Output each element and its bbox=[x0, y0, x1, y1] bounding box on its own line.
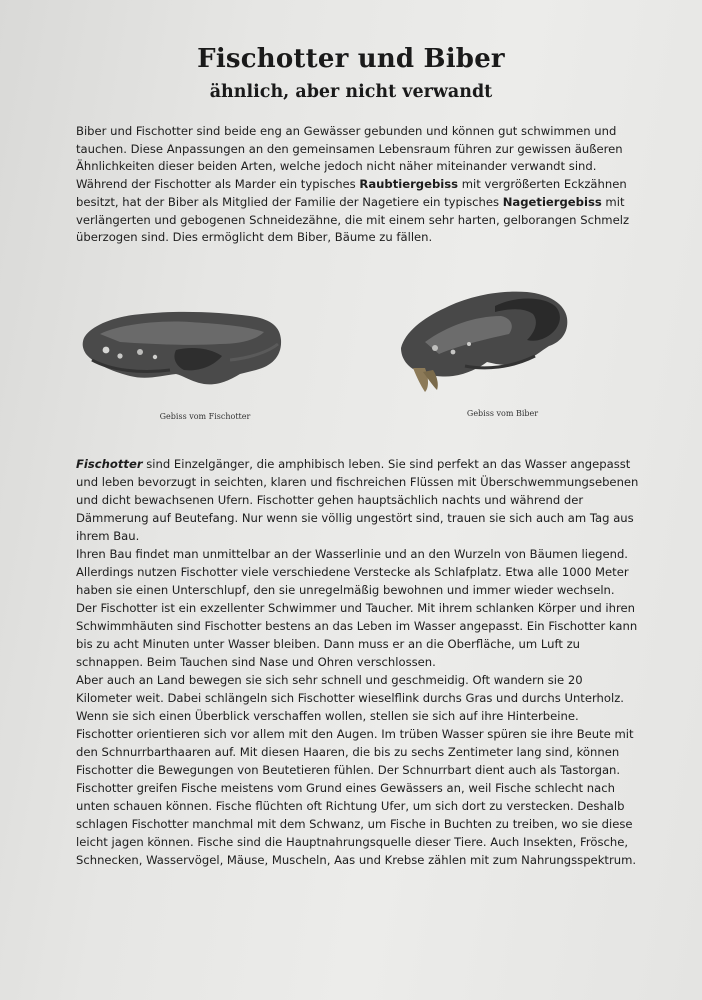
body-paragraph-3: Der Fischotter ist ein exzellenter Schwimmer und Taucher. Mit ihrem schlanken Körper und ihren Schwimmhäuten sind Fischotter bestens an das Leben im Wasser angepasst. Ein Fischotter kann bis zu acht Minuten unter Wasser bleiben. Dann muss er an die Oberfläche, um Luft zu schnappen. Beim Tauchen sind Nase und Ohren verschlossen. bbox=[76, 601, 638, 669]
intro-text-run: mit verlängerten und gebogenen Schneidezähne, die mit einem sehr harten, gelborangen Schmelz überzogen sind. Dies ermöglicht dem Biber, Bäume zu fällen. bbox=[76, 194, 630, 245]
intro-text-run: Während der Fischotter als Marder ein typisches bbox=[76, 177, 360, 192]
intro-paragraph-2 bbox=[76, 176, 636, 247]
body-paragraph-2: Ihren Bau findet man unmittelbar an der Wasserlinie und an den Wurzeln von Bäumen liegend. Allerdings nutzen Fischotter viele verschiedene Verstecke als Schlafplatz. Etwa alle 1000 Meter haben sie einen Unterschlupf, den sie unregelmäßig bewohnen und immer wieder wechseln. bbox=[76, 547, 629, 597]
keyword-nagetiergebiss: Nagetiergebiss bbox=[502, 194, 602, 209]
main-text bbox=[76, 455, 642, 869]
body-paragraph-4: Aber auch an Land bewegen sie sich sehr schnell und geschmeidig. Oft wandern sie 20 Kilometer weit. Dabei schlängeln sich Fischotter wieselflink durchs Gras und durchs Unterholz. Wenn sie sich einen Überblick verschaffen wollen, stellen sie sich auf ihre Hinterbeine. bbox=[76, 673, 624, 723]
body-paragraph-6: Fischotter greifen Fische meistens vom Grund eines Gewässers an, weil Fische schlecht nach unten schauen können. Fische flüchten oft Richtung Ufer, um sich dort zu verstecken. Deshalb schlagen Fischotter manchmal mit dem Schwanz, um Fische in Buchten zu treiben, wo sie diese leicht jagen können. Fische sind die Hauptnahrungsquelle dieser Tiere. Auch Insekten, Frösche, Schnecken, Wasservögel, Mäuse, Muscheln, Aas und Krebse zählen mit zum Nahrungsspektrum. bbox=[76, 781, 637, 867]
lead-word-fischotter: Fischotter bbox=[76, 457, 143, 471]
otter-skull-image bbox=[80, 300, 285, 392]
body-paragraph-1 bbox=[76, 455, 642, 545]
intro-text-run: mit vergrößerten Eckzähnen besitzt, hat der Biber als Mitglied der Familie der Nagetiere ein typisches bbox=[76, 177, 627, 209]
page-subtitle: ähnlich, aber nicht verwandt bbox=[209, 82, 493, 102]
body-text-run: sind Einzelgänger, die amphibisch leben. Sie sind perfekt an das Wasser angepasst und leben bevorzugt in seichten, klaren und fischreichen Flüssen mit Überschwemmungsebenen und dicht bewachsenen Ufern. Fischotter gehen hauptsächlich nachts und während der Dämmerung auf Beutefang. Nur wenn sie völlig ungestört sind, trauen sie sich auch am Tag aus ihrem Bau. bbox=[76, 457, 639, 543]
keyword-raubtiergebiss: Raubtiergebiss bbox=[359, 177, 459, 192]
page-title: Fischotter und Biber bbox=[197, 44, 505, 74]
intro-paragraph-1: Biber und Fischotter sind beide eng an Gewässer gebunden und können gut schwimmen und tauchen. Diese Anpassungen an den gemeinsamen Lebensraum führen zur gewissen äußeren Ähnlichkeiten dieser beiden Arten, welche jedoch nicht näher miteinander verwandt sind. bbox=[76, 124, 623, 174]
beaver-skull-caption: Gebiss vom Biber bbox=[466, 409, 539, 418]
body-paragraph-5: Fischotter orientieren sich vor allem mit den Augen. Im trüben Wasser spüren sie ihre Beute mit den Schnurrbarthaaren auf. Mit diesen Haaren, die bis zu sechs Zentimeter lang sind, können Fischotter die Bewegungen von Beutetieren fühlen. Der Schnurrbart dient auch als Tastorgan. bbox=[76, 727, 634, 777]
beaver-skull-image bbox=[395, 282, 570, 397]
otter-skull-caption: Gebiss vom Fischotter bbox=[159, 412, 251, 421]
intro-text bbox=[76, 123, 636, 247]
